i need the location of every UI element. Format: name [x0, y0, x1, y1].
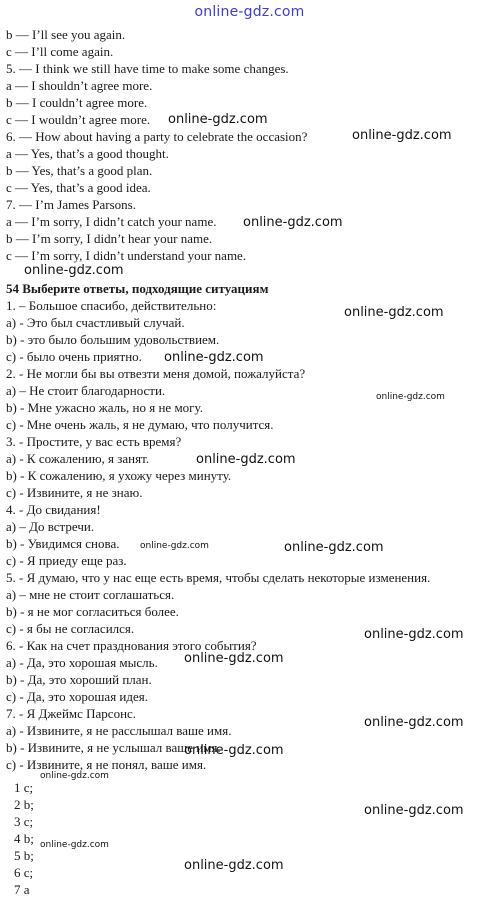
- text-line: b — Yes, that’s a good plan.: [6, 163, 153, 178]
- text-line: a) - Извините, я не расслышал ваше имя.: [6, 723, 232, 738]
- watermark: online-gdz.com: [164, 350, 264, 365]
- text-line: c) - Извините, я не понял, ваше имя.: [6, 757, 207, 772]
- text-line: b) - Извините, я не услышал ваше имя.: [6, 740, 221, 755]
- text-line: a) – Не стоит благодарности.: [6, 383, 166, 398]
- text-line: c) - Извините, я не знаю.: [6, 485, 143, 500]
- text-line: c) - было очень приятно.: [6, 349, 142, 364]
- answer-line: 5 b;: [14, 848, 34, 863]
- section-heading: 54 Выберите ответы, подходящие ситуациям: [6, 281, 269, 296]
- text-line: 6. — How about having a party to celebrate the occasion?: [6, 129, 308, 144]
- text-line: b) - Мне ужасно жаль, но я не могу.: [6, 400, 203, 415]
- watermark: online-gdz.com: [168, 112, 268, 127]
- text-line: b — I’ll see you again.: [6, 27, 126, 42]
- text-line: a) – До встречи.: [6, 519, 95, 534]
- text-line: c) - Мне очень жаль, я не думаю, что получится.: [6, 417, 274, 432]
- watermark: online-gdz.com: [364, 803, 464, 818]
- watermark: online-gdz.com: [352, 128, 452, 143]
- watermark: online-gdz.com: [196, 452, 296, 467]
- watermark: online-gdz.com: [40, 840, 109, 850]
- text-line: b) - это было большим удовольствием.: [6, 332, 220, 347]
- text-line: 5. — I think we still have time to make some changes.: [6, 61, 289, 76]
- watermark: online-gdz.com: [184, 743, 284, 758]
- answer-line: 6 c;: [14, 865, 34, 880]
- site-name: online-gdz.com: [194, 4, 305, 20]
- text-line: 1. – Большое спасибо, действительно:: [6, 298, 217, 313]
- text-line: c) - Да, это хорошая идея.: [6, 689, 148, 704]
- text-line: a — Yes, that’s a good thought.: [6, 146, 169, 161]
- text-line: c — I’ll come again.: [6, 44, 114, 59]
- text-line: 7. - Я Джеймс Парсонс.: [6, 706, 137, 721]
- text-line: b) - Увидимся снова.: [6, 536, 120, 551]
- text-line: c — Yes, that’s a good idea.: [6, 180, 151, 195]
- text-line: a — I shouldn’t agree more.: [6, 78, 153, 93]
- text-line: 5. - Я думаю, что у нас еще есть время, чтобы сделать некоторые изменения.: [6, 570, 431, 585]
- watermark: online-gdz.com: [184, 651, 284, 666]
- text-line: 7. — I’m James Parsons.: [6, 197, 136, 212]
- answer-line: 3 c;: [14, 814, 34, 829]
- text-line: b) - я не мог согласиться более.: [6, 604, 179, 619]
- site-header: [0, 0, 499, 24]
- watermark: online-gdz.com: [364, 627, 464, 642]
- text-line: a) - Да, это хорошая мысль.: [6, 655, 158, 670]
- text-line: b) - К сожалению, я ухожу через минуту.: [6, 468, 232, 483]
- text-line: a) - К сожалению, я занят.: [6, 451, 150, 466]
- answer-line: 4 b;: [14, 831, 34, 846]
- text-line: b — I couldn’t agree more.: [6, 95, 148, 110]
- watermark: online-gdz.com: [243, 215, 343, 230]
- watermark: online-gdz.com: [40, 771, 109, 781]
- text-line: 4. - До свидания!: [6, 502, 101, 517]
- text-line: 6. - Как на счет празднования этого события?: [6, 638, 257, 653]
- text-line: c — I’m sorry, I didn’t understand your name.: [6, 248, 247, 263]
- watermark: online-gdz.com: [140, 541, 209, 551]
- watermark: online-gdz.com: [24, 263, 124, 278]
- text-line: a) - Это был счастливый случай.: [6, 315, 185, 330]
- text-line: c) - Я приеду еще раз.: [6, 553, 127, 568]
- watermark: online-gdz.com: [184, 858, 284, 873]
- text-line: 3. - Простите, у вас есть время?: [6, 434, 182, 449]
- watermark: online-gdz.com: [344, 305, 444, 320]
- answer-line: 7 a: [14, 882, 30, 897]
- text-line: 2. - Не могли бы вы отвезти меня домой, пожалуйста?: [6, 366, 306, 381]
- text-line: a — I’m sorry, I didn’t catch your name.: [6, 214, 217, 229]
- text-line: a) – мне не стоит соглашаться.: [6, 587, 175, 602]
- watermark: online-gdz.com: [376, 392, 445, 402]
- text-line: b) - Да, это хороший план.: [6, 672, 152, 687]
- text-line: b — I’m sorry, I didn’t hear your name.: [6, 231, 213, 246]
- watermark: online-gdz.com: [364, 715, 464, 730]
- answer-line: 1 c;: [14, 780, 34, 795]
- watermark: online-gdz.com: [284, 540, 384, 555]
- text-line: c) - я бы не согласился.: [6, 621, 135, 636]
- text-line: c — I wouldn’t agree more.: [6, 112, 151, 127]
- answer-line: 2 b;: [14, 797, 34, 812]
